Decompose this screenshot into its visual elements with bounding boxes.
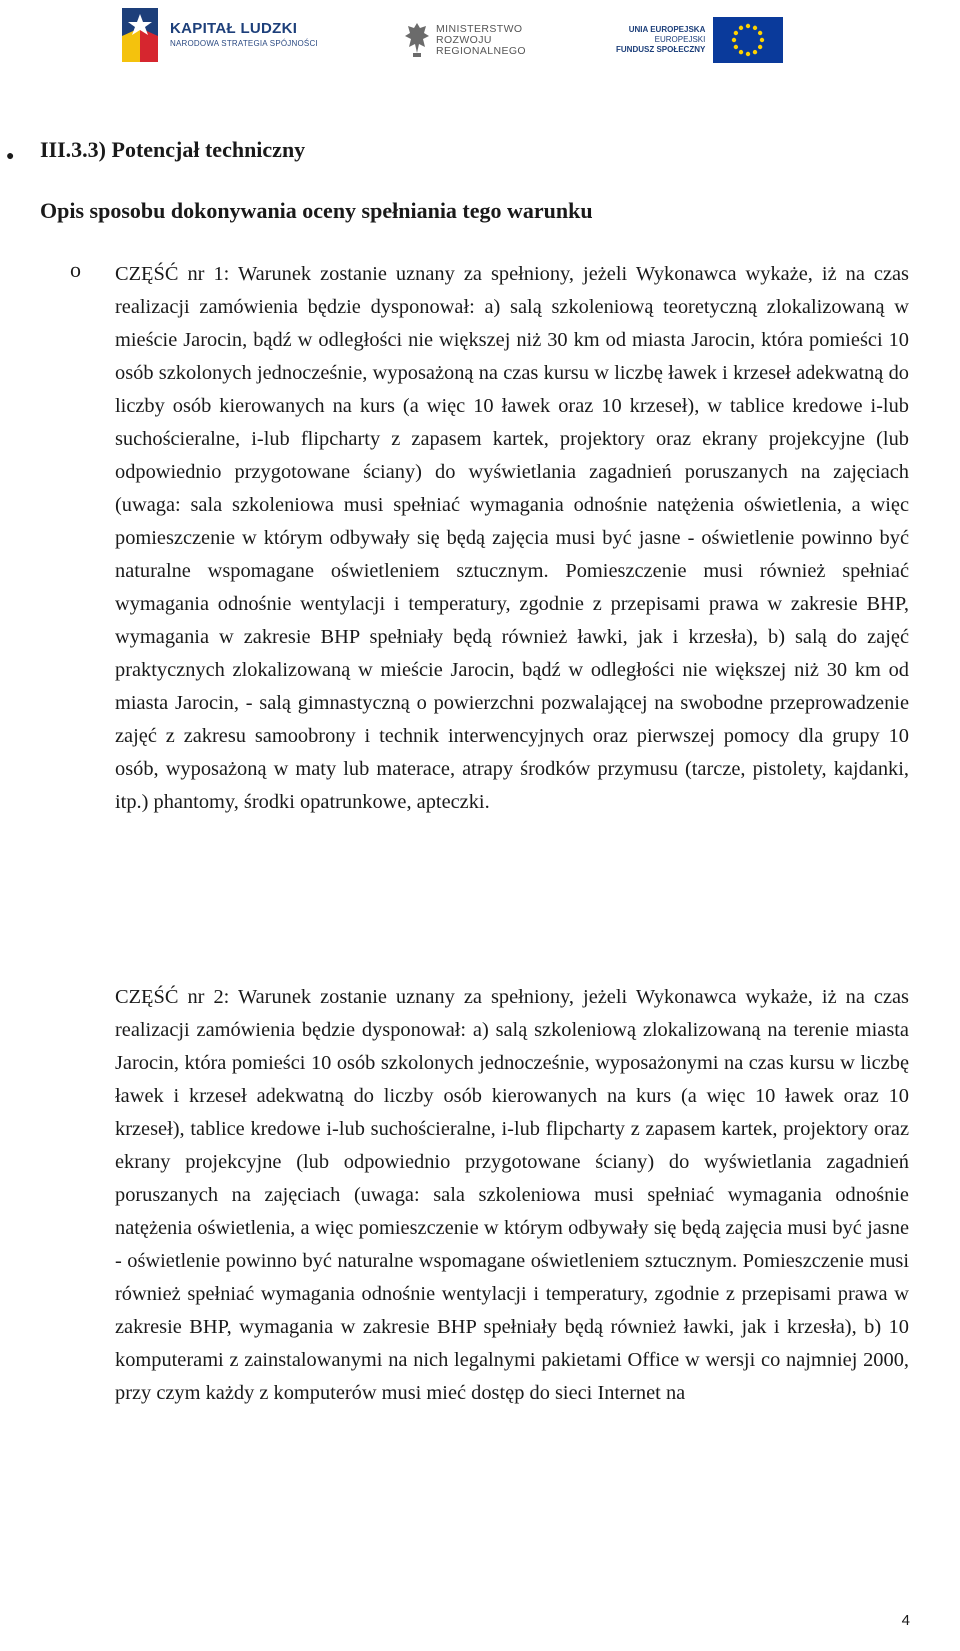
eu-star <box>732 38 736 42</box>
eagle-emblem-icon <box>404 20 430 60</box>
ue-line-1: UNIA EUROPEJSKA <box>628 25 706 34</box>
section-subheading: Opis sposobu dokonywania oceny spełniania tego warunku <box>40 198 593 223</box>
unia-europejska-logo <box>616 16 783 64</box>
page-header <box>0 0 960 80</box>
section-bullet-icon: ● <box>6 149 15 164</box>
part-1-paragraph: CZĘŚĆ nr 1: Warunek zostanie uznany za spełniony, jeżeli Wykonawca wykaże, iż na czas realizacji zamówienia będzie dysponował: a) salą szkoleniową teoretyczną zlokalizowaną w mieście Jarocin, bądź w odległości nie większej niż 30 km od miasta Jarocin, która pomieści 10 osób szkolonych jednocześnie, wyposażoną na czas kursu w liczbę ławek i krzeseł adekwatną do liczby osób kierowanych na kurs (a więc 10 ławek oraz 10 krzeseł), w tablice kredowe i-lub suchościeralne, i-lub flipcharty z zapasem kartek, projektory oraz ekrany projekcyjne (lub odpowiednio przygotowane ściany) do wyświetlania zagadnień poruszanych na zajęciach (uwaga: sala szkoleniowa musi spełniać wymagania odnośnie natężenia oświetlenia, a więc pomieszczenie w którym odbywały się będą zajęcia musi być jasne - oświetlenie powinno być naturalne wspomagane oświetleniem sztucznym. Pomieszczenie musi również spełniać wymagania odnośnie wentylacji i temperatury, zgodnie z przepisami prawa w zakresie BHP, wymagania w zakresie BHP spełniały będą również ławki, jak i krzesła), b) salą do zajęć praktycznych zlokalizowaną w mieście Jarocin, bądź w odległości nie większej niż 30 km od miasta Jarocin, - salą gimnastyczną o powierzchni pozwalającej na swobodne przeprowadzenie zajęć z zakresu samoobrony i technik interwencyjnych oraz pierwszej pomocy dla grupy 10 osób, wyposażoną w maty lub materace, atrapy środków przymusu (tarcze, pistolety, kajdanki, itp.) phantomy, środki opatrunkowe, apteczki. <box>115 263 909 813</box>
eu-star <box>734 31 738 35</box>
eu-star <box>746 52 750 56</box>
eu-star <box>758 31 762 35</box>
kapital-ludzki-title: KAPITAŁ LUDZKI <box>170 20 298 37</box>
eu-star <box>746 24 750 28</box>
kapital-ludzki-logo <box>118 6 318 64</box>
eu-star <box>739 26 743 30</box>
eu-flag-icon <box>713 17 783 63</box>
eu-star <box>734 45 738 49</box>
section-heading: III.3.3) Potencjał techniczny <box>40 137 306 162</box>
eu-star <box>753 26 757 30</box>
ue-line-3: FUNDUSZ SPOŁECZNY <box>616 45 706 54</box>
list-marker: o <box>70 257 81 282</box>
ministerstwo-logo <box>404 16 526 64</box>
page-number: 4 <box>901 1612 910 1629</box>
eu-star <box>760 38 764 42</box>
eu-star <box>739 50 743 54</box>
eu-star <box>753 50 757 54</box>
kapital-ludzki-emblem-icon <box>118 6 162 64</box>
ue-line-2: EUROPEJSKI <box>654 35 706 44</box>
part-2-paragraph: CZĘŚĆ nr 2: Warunek zostanie uznany za spełniony, jeżeli Wykonawca wykaże, iż na czas realizacji zamówienia będzie dysponował: a) salą szkoleniową zlokalizowaną na terenie miasta Jarocin, która pomieści 10 osób szkolonych jednocześnie, wyposażonymi na czas kursu w liczbę ławek i krzeseł adekwatną do liczby osób kierowanych na kurs (a więc 10 ławek oraz 10 krzeseł), tablice kredowe i-lub suchościeralne, i-lub flipcharty z zapasem kartek, projektory oraz ekrany projekcyjne (lub odpowiednio przygotowane ściany) do wyświetlania zagadnień poruszanych na zajęciach (uwaga: sala szkoleniowa musi spełniać wymagania odnośnie natężenia oświetlenia, a więc pomieszczenie w którym odbywały się będą zajęcia musi być jasne - oświetlenie powinno być naturalne wspomagane oświetleniem sztucznym. Pomieszczenie musi również spełniać wymagania odnośnie wentylacji i temperatury, zgodnie z przepisami prawa w zakresie BHP, wymagania w zakresie BHP spełniały będą również ławki, jak i krzesła), b) 10 komputerami z zainstalowanymi na nich legalnymi pakietami Office w wersji co najmniej 2000, przy czym każdy z komputerów musi mieć dostęp do sieci Internet na <box>115 986 909 1404</box>
kapital-ludzki-subtitle: NARODOWA STRATEGIA SPÓJNOŚCI <box>170 39 318 48</box>
ministerstwo-line-1: MINISTERSTWO <box>436 22 523 35</box>
ministerstwo-line-3: REGIONALNEGO <box>436 44 526 57</box>
eu-star <box>758 45 762 49</box>
ministerstwo-line-2: ROZWOJU <box>436 33 492 46</box>
